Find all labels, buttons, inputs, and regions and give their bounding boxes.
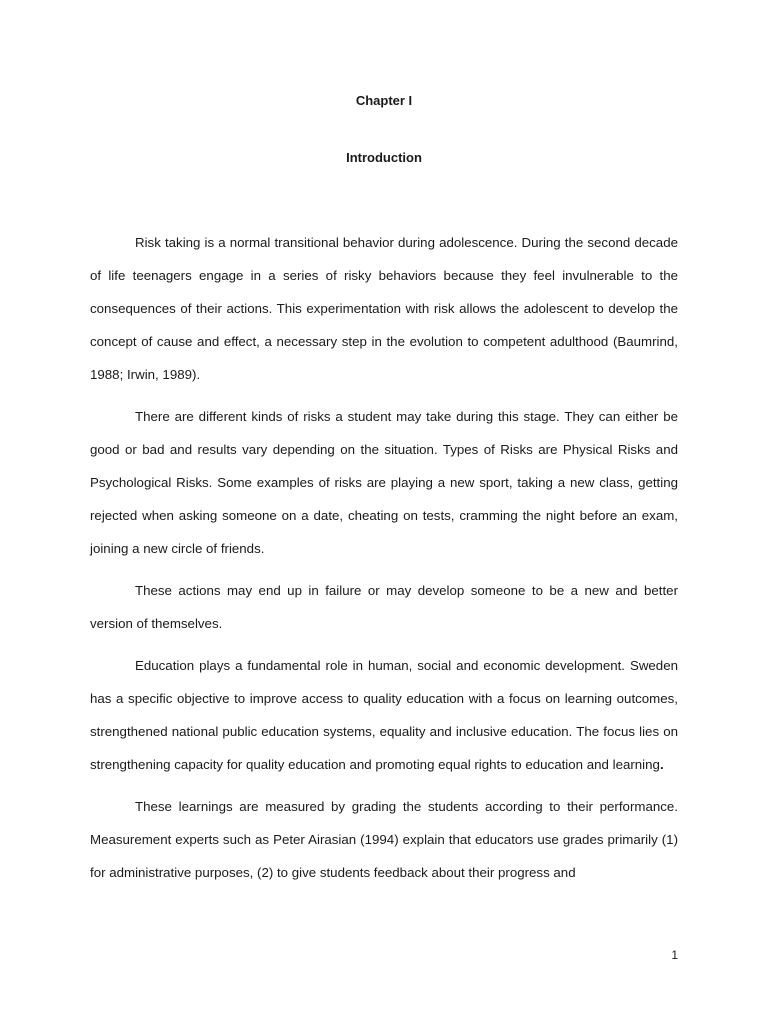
paragraph — [90, 649, 678, 781]
body-text — [90, 226, 678, 889]
paragraph — [90, 400, 678, 565]
paragraph-text: These actions may end up in failure or may develop someone to be a new and better version of themselves. — [90, 583, 678, 631]
paragraph-text: There are different kinds of risks a student may take during this stage. They can either be good or bad and results vary depending on the situation. Types of Risks are Physical Risks and Psychological Risks. Some examples of risks are playing a new sport, taking a new class, getting rejected when asking someone on a date, cheating on tests, cramming the night before an exam, joining a new circle of friends. — [90, 409, 678, 556]
page-number: 1 — [671, 948, 678, 962]
bold-period: . — [659, 757, 664, 772]
section-title: Introduction — [346, 150, 422, 165]
chapter-heading: Chapter I — [355, 93, 413, 108]
paragraph — [90, 574, 678, 640]
paragraph — [90, 226, 678, 391]
paragraph-text: These learnings are measured by grading the students according to their performance. Measurement experts such as Peter Airasian (1994) explain that educators use grades primarily (1) for administrative purposes, (2) to give students feedback about their progress and — [90, 799, 678, 880]
paragraph — [90, 790, 678, 889]
paragraph-text: Risk taking is a normal transitional behavior during adolescence. During the second decade of life teenagers engage in a series of risky behaviors because they feel invulnerable to the consequences of their actions. This experimentation with risk allows the adolescent to develop the concept of cause and effect, a necessary step in the evolution to competent adulthood (Baumrind, 1988; Irwin, 1989). — [90, 235, 678, 382]
paragraph-text: Education plays a fundamental role in human, social and economic development. Sweden has a specific objective to improve access to quality education with a focus on learning outcomes, strengthened national public education systems, equality and inclusive education. The focus lies on strengthening capacity for quality education and promoting equal rights to education and learning — [90, 658, 678, 772]
